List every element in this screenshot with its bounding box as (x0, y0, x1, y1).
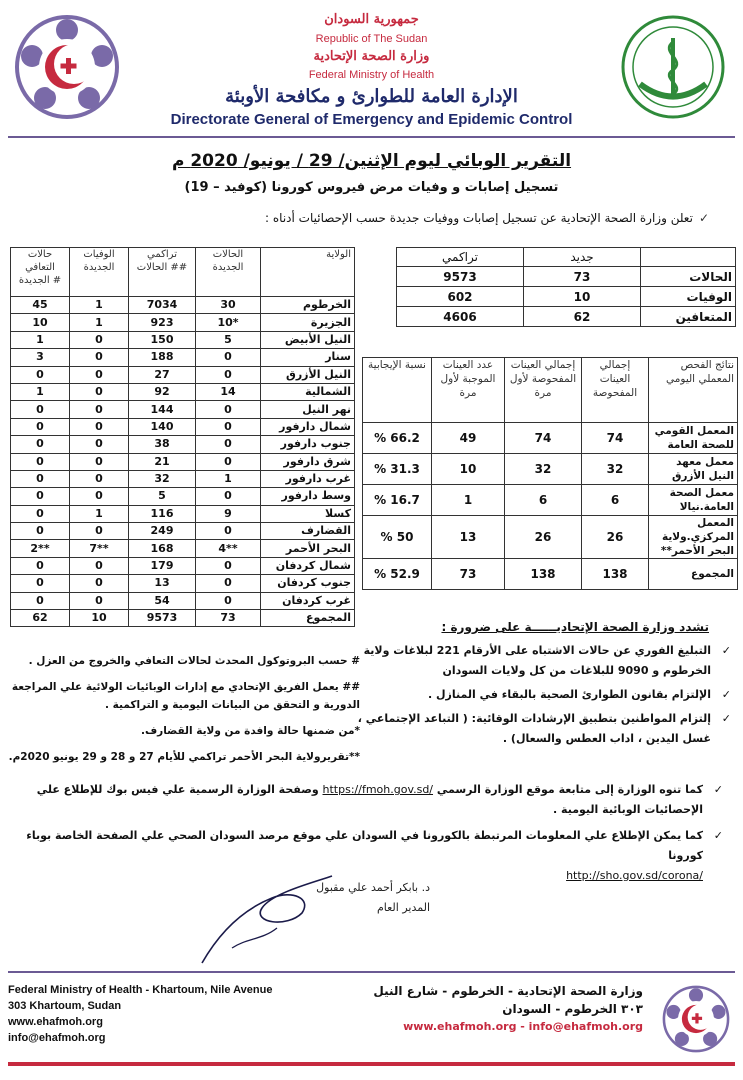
cell-new-recoveries: 0 (11, 557, 70, 574)
cell-cumulative: 923 (129, 314, 196, 331)
cell-cumulative: 150 (129, 331, 196, 348)
cell-new-deaths: 0 (70, 383, 129, 400)
sum-col-label (641, 248, 736, 267)
must-list (357, 641, 733, 753)
lab-cell-total: 74 (582, 423, 649, 454)
cell-new-recoveries: 0 (11, 592, 70, 609)
lab-cell-lab: المعمل المركزي.ولاية البحر الأحمر** (649, 516, 738, 559)
table-row (11, 366, 355, 383)
cell-new-deaths: 0 (70, 557, 129, 574)
col-new-cases: الحالات الجديدة (196, 248, 261, 297)
cell-cumulative: 144 (129, 401, 196, 418)
lab-cell-total: 32 (582, 454, 649, 485)
cell-state: سنار (261, 349, 355, 366)
cell-state: وسط دارفور (261, 488, 355, 505)
cell-new-cases: 4** (196, 540, 261, 557)
sum-cell-label: المتعافين (641, 307, 736, 327)
cell-new-cases: 5 (196, 331, 261, 348)
sum-cell-label: الحالات (641, 267, 736, 287)
notes (8, 652, 360, 774)
lab-cell-positive-first: 49 (432, 423, 505, 454)
cell-state: القضارف (261, 523, 355, 540)
cell-new-deaths: 0 (70, 436, 129, 453)
lab-col-positive: عدد العينات الموجبة لأول مرة (432, 358, 505, 423)
follow-text: كما تنوه الوزارة إلى متابعة موقع الوزارة الرسمي (436, 783, 703, 796)
cell-cumulative: 13 (129, 575, 196, 592)
cell-new-deaths: 0 (70, 592, 129, 609)
signature-role: المدير العام (376, 901, 430, 914)
directorate-en: Directorate General of Emergency and Epidemic Control (170, 111, 573, 128)
signature-block (290, 878, 430, 918)
cell-new-recoveries: 0 (11, 505, 70, 522)
cell-new-deaths: 0 (70, 349, 129, 366)
footer-website[interactable]: www.ehafmoh.org (8, 1016, 103, 1028)
table-row (363, 423, 738, 454)
cell-cumulative: 92 (129, 383, 196, 400)
cell-new-recoveries: 10 (11, 314, 70, 331)
cell-new-deaths: 1 (70, 505, 129, 522)
cell-state: الشمالية (261, 383, 355, 400)
table-row (11, 383, 355, 400)
cell-state: جنوب دارفور (261, 436, 355, 453)
cell-new-cases: 0 (196, 436, 261, 453)
sum-col-new: جديد (524, 248, 641, 267)
ministry-ar: وزارة الصحة الإتحادية (313, 49, 430, 64)
lab-cell-total-first: 74 (505, 423, 582, 454)
cell-state: كسلا (261, 505, 355, 522)
must-item (357, 709, 733, 749)
table-row (11, 331, 355, 348)
table-row (11, 470, 355, 487)
cell-state: الخرطوم (261, 297, 355, 314)
cell-cumulative: 168 (129, 540, 196, 557)
directorate-ar: الإدارة العامة للطوارئ و مكافحة الأوبئة (225, 86, 518, 107)
must-item-text: التبليغ الفوري عن حالات الاشتباه على الأرقام 221 لبلاغات ولاية الخرطوم و 9090 للبلاغات من كل ولايات السودان (363, 644, 711, 677)
sum-col-cumulative: تراكمي (397, 248, 524, 267)
table-row (11, 418, 355, 435)
note: *من ضمنها حالة وافدة من ولاية القضارف. (140, 725, 360, 737)
lab-cell-total-first: 32 (505, 454, 582, 485)
cell-state: غرب دارفور (261, 470, 355, 487)
must-title: تشدد وزارة الصحة الإتحاديــــــة على ضرورة : (441, 620, 709, 634)
lab-cell-total: 26 (582, 516, 649, 559)
cell-cumulative: 188 (129, 349, 196, 366)
cell-new-recoveries: 0 (11, 418, 70, 435)
cell-new-recoveries: 0 (11, 470, 70, 487)
lab-cell-total-first: 26 (505, 516, 582, 559)
cell-new-cases: 73 (196, 610, 261, 627)
sum-cell-cumulative: 9573 (397, 267, 524, 287)
table-row (397, 267, 736, 287)
table-row (11, 297, 355, 314)
sum-cell-cumulative: 602 (397, 287, 524, 307)
cell-state: شمال كردفان (261, 557, 355, 574)
cell-new-recoveries: 1 (11, 383, 70, 400)
lab-cell-total: 6 (582, 485, 649, 516)
cell-new-cases: 0 (196, 557, 261, 574)
cell-cumulative: 7034 (129, 297, 196, 314)
report-title: التقرير الوبائي ليوم الإثنين/ 29 / يونيو/ 2020 م (171, 151, 572, 171)
lab-cell-positive-first: 73 (432, 559, 505, 590)
report-subtitle: تسجيل إصابات و وفيات مرض فيروس كورونا (كوفيد – 19) (184, 180, 559, 195)
states-total-row (11, 610, 355, 627)
lab-cell-rate: % 50 (363, 516, 432, 559)
lab-col-total: إجمالي العينات المفحوصة (582, 358, 649, 423)
table-row (397, 307, 736, 327)
table-row (363, 516, 738, 559)
announcement (149, 211, 709, 225)
cell-new-cases: 0 (196, 366, 261, 383)
cell-new-cases: 14 (196, 383, 261, 400)
table-row (363, 559, 738, 590)
cell-new-cases: 0 (196, 349, 261, 366)
col-new-deaths: الوفيات الجديدة (70, 248, 129, 297)
lab-cell-rate: % 66.2 (363, 423, 432, 454)
cell-state: شرق دارفور (261, 453, 355, 470)
must-item-text: الإلتزام بقانون الطوارئ الصحية بالبقاء في المنازل . (427, 688, 711, 701)
table-row (11, 523, 355, 540)
table-row (11, 575, 355, 592)
cell-cumulative: 179 (129, 557, 196, 574)
cell-new-deaths: 1 (70, 297, 129, 314)
cell-new-deaths: 10 (70, 610, 129, 627)
sum-cell-new: 73 (524, 267, 641, 287)
table-row (11, 488, 355, 505)
cell-new-cases: 30 (196, 297, 261, 314)
cell-new-recoveries: 1 (11, 331, 70, 348)
cell-state: جنوب كردفان (261, 575, 355, 592)
cell-new-deaths: 0 (70, 488, 129, 505)
check-icon: ✓ (713, 783, 723, 796)
lab-cell-positive-first: 10 (432, 454, 505, 485)
table-row (363, 485, 738, 516)
lab-cell-rate: % 31.3 (363, 454, 432, 485)
lab-table (362, 357, 738, 590)
cell-cumulative: 9573 (129, 610, 196, 627)
cell-cumulative: 116 (129, 505, 196, 522)
cell-cumulative: 249 (129, 523, 196, 540)
cell-new-cases: 0 (196, 523, 261, 540)
lab-cell-lab: معمل الصحة العامة.نيالا (649, 485, 738, 516)
cell-new-recoveries: 2** (11, 540, 70, 557)
table-row (11, 314, 355, 331)
cell-state: المجموع (261, 610, 355, 627)
col-new-recoveries: حالات التعافي الجديدة # (11, 248, 70, 297)
cell-new-recoveries: 0 (11, 401, 70, 418)
lab-col-rate: نسبة الإيجابية (363, 358, 432, 423)
footer-en (8, 982, 338, 1046)
cell-state: النيل الأزرق (261, 366, 355, 383)
note: ## يعمل الفريق الإتحادي مع إدارات الوبائيات الولائية علي المراجعة الدورية و التحقق من البيانات اليومية و التراكمية . (11, 681, 360, 711)
lab-cell-rate: % 52.9 (363, 559, 432, 590)
cell-new-deaths: 0 (70, 401, 129, 418)
follow-item (20, 826, 725, 886)
cell-new-cases: 10* (196, 314, 261, 331)
cell-cumulative: 32 (129, 470, 196, 487)
republic-en: Republic of The Sudan (315, 33, 428, 45)
cell-new-deaths: 7** (70, 540, 129, 557)
footer-ar (343, 982, 643, 1036)
cell-state: غرب كردفان (261, 592, 355, 609)
cell-new-cases: 0 (196, 575, 261, 592)
note: **تقريرولاية البحر الأحمر تراكمي للأيام 27 و 28 و 29 يونيو 2020م. (8, 751, 360, 763)
footer-address-ar: وزارة الصحة الإتحادية - الخرطوم - شارع النيل (373, 984, 643, 998)
lab-cell-total-first: 138 (505, 559, 582, 590)
sum-cell-label: الوفيات (641, 287, 736, 307)
lab-cell-positive-first: 1 (432, 485, 505, 516)
cell-new-recoveries: 45 (11, 297, 70, 314)
republic-ar: جمهورية السودان (324, 12, 419, 27)
footer-address: Federal Ministry of Health - Khartoum, Nile Avenue (8, 984, 273, 996)
must-item (357, 641, 733, 681)
cell-state: نهر النيل (261, 401, 355, 418)
lab-cell-total: 138 (582, 559, 649, 590)
cell-new-deaths: 0 (70, 523, 129, 540)
table-row (11, 540, 355, 557)
table-row (11, 436, 355, 453)
cell-new-deaths: 0 (70, 470, 129, 487)
cell-cumulative: 54 (129, 592, 196, 609)
must-item-text: إلتزام المواطنين بتطبيق الإرشادات الوقائية: ( التباعد الإجتماعي ، غسل اليدين ، اداب العطس والسعال) . (357, 712, 711, 745)
lab-cell-rate: % 16.7 (363, 485, 432, 516)
cell-new-recoveries: 0 (11, 453, 70, 470)
signature-name: د. بابكر أحمد علي مقبول (316, 881, 430, 894)
cell-new-recoveries: 0 (11, 523, 70, 540)
table-row (397, 287, 736, 307)
check-icon: ✓ (713, 829, 723, 842)
cell-cumulative: 140 (129, 418, 196, 435)
note: # حسب البروتوكول المحدث لحالات التعافي والخروج من العزل . (28, 655, 360, 667)
sum-cell-new: 62 (524, 307, 641, 327)
cell-new-recoveries: 62 (11, 610, 70, 627)
cell-new-deaths: 1 (70, 314, 129, 331)
cell-new-recoveries: 0 (11, 366, 70, 383)
announcement-text: تعلن وزارة الصحة الإتحادية عن تسجيل إصابات ووفيات جديدة حسب الإحصائيات أدناه : (265, 211, 693, 225)
lab-cell-lab: معمل معهد النيل الأزرق (649, 454, 738, 485)
table-row (11, 349, 355, 366)
cell-new-cases: 0 (196, 592, 261, 609)
col-cumulative: تراكمي الحالات ## (129, 248, 196, 297)
check-icon: ✓ (721, 688, 731, 701)
footer-email[interactable]: info@ehafmoh.org (8, 1032, 106, 1044)
cell-new-recoveries: 0 (11, 575, 70, 592)
table-row (11, 401, 355, 418)
table-row (11, 557, 355, 574)
lab-col-total-first: إجمالي العينات المفحوصة لأول مرة (505, 358, 582, 423)
cell-cumulative: 27 (129, 366, 196, 383)
cell-state: البحر الأحمر (261, 540, 355, 557)
cell-cumulative: 5 (129, 488, 196, 505)
follow-text-after: وصفحة الوزارة الرسمية علي فيس بوك للإطلاع علي الإحصائيات الوبائية اليومية . (36, 783, 703, 816)
follow-item (20, 780, 725, 820)
header-rule (8, 136, 735, 138)
cell-new-deaths: 0 (70, 366, 129, 383)
footer-bar (8, 1062, 735, 1066)
cell-new-deaths: 0 (70, 453, 129, 470)
lab-col-lab: نتائج الفحص المعملي اليومي (649, 358, 738, 423)
cell-new-deaths: 0 (70, 331, 129, 348)
lab-cell-lab: المعمل القومي للصحة العامة (649, 423, 738, 454)
cell-new-cases: 0 (196, 453, 261, 470)
cell-new-deaths: 0 (70, 418, 129, 435)
lab-cell-total-first: 6 (505, 485, 582, 516)
sum-cell-new: 10 (524, 287, 641, 307)
must-item (357, 685, 733, 705)
cell-state: شمال دارفور (261, 418, 355, 435)
follow-section (20, 780, 725, 892)
cell-cumulative: 38 (129, 436, 196, 453)
cell-new-recoveries: 0 (11, 488, 70, 505)
check-icon: ✓ (698, 211, 709, 225)
cell-new-cases: 0 (196, 488, 261, 505)
footer-logo (662, 985, 730, 1053)
lab-cell-lab: المجموع (649, 559, 738, 590)
cell-state: النيل الأبيض (261, 331, 355, 348)
table-row (11, 592, 355, 609)
cell-new-recoveries: 0 (11, 436, 70, 453)
footer-city: 303 Khartoum, Sudan (8, 1000, 122, 1012)
sum-cell-cumulative: 4606 (397, 307, 524, 327)
cell-new-cases: 1 (196, 470, 261, 487)
ministry-en: Federal Ministry of Health (308, 69, 435, 81)
footer-web-ar[interactable]: www.ehafmoh.org - info@ehafmoh.org (403, 1020, 643, 1033)
cell-new-deaths: 0 (70, 575, 129, 592)
summary-table (396, 247, 736, 327)
footer-city-ar: ٣٠٣ الخرطوم - السودان (502, 1002, 643, 1016)
cell-state: الجزيرة (261, 314, 355, 331)
cell-new-cases: 0 (196, 401, 261, 418)
footer-rule (8, 971, 735, 973)
cell-new-recoveries: 3 (11, 349, 70, 366)
cell-cumulative: 21 (129, 453, 196, 470)
check-icon: ✓ (721, 712, 731, 725)
fmoh-link[interactable]: https://fmoh.gov.sd/ (322, 783, 434, 796)
follow-text-2: كما يمكن الإطلاع علي المعلومات المرتبطة بالكورونا في السودان علي موقع مرصد السودان الصحي علي الصفحة الخاصة بوباء كورونا (26, 829, 703, 862)
table-row (11, 453, 355, 470)
lab-cell-positive-first: 13 (432, 516, 505, 559)
check-icon: ✓ (721, 644, 731, 657)
sho-link[interactable]: http://sho.gov.sd/corona/ (566, 869, 703, 882)
cell-new-cases: 0 (196, 418, 261, 435)
states-table (10, 247, 355, 627)
col-state: الولاية (261, 248, 355, 297)
table-row (11, 505, 355, 522)
cell-new-cases: 9 (196, 505, 261, 522)
table-row (363, 454, 738, 485)
